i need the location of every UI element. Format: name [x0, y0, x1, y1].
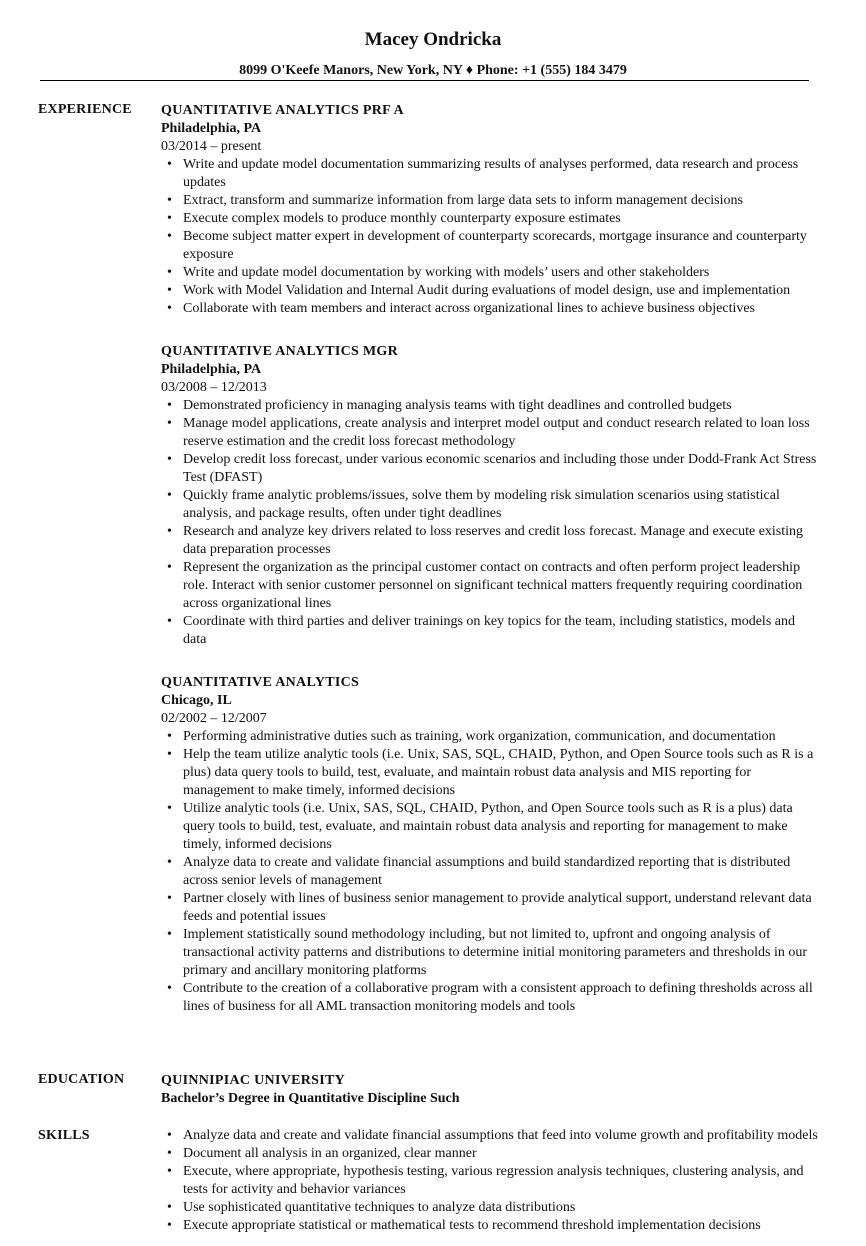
list-item: • Develop credit loss forecast, under various economic scenarios and including those under Dodd-Frank Act Stress Test (DFAST)	[161, 451, 821, 487]
list-item: • Research and analyze key drivers related to loss reserves and credit loss forecast. Manage and execute existing data preparation processes	[161, 523, 821, 559]
list-item: • Demonstrated proficiency in managing analysis teams with tight deadlines and controlled budgets	[161, 397, 821, 415]
list-item: • Quickly frame analytic problems/issues, solve them by modeling risk simulation scenarios using statistical analysis, and package results, often under tight deadlines	[161, 487, 821, 523]
list-item: • Coordinate with third parties and deliver trainings on key topics for the team, including statistics, models and data	[161, 613, 821, 649]
list-item: • Help the team utilize analytic tools (i.e. Unix, SAS, SQL, CHAID, Python, and Open Source tools such as R is a plus) data query tools to build, test, evaluate, and maintain robust data analysis and MIS reporting for management to make timely, informed decisions	[161, 746, 821, 800]
job-location: Philadelphia, PA	[161, 121, 262, 136]
job-location: Philadelphia, PA	[161, 362, 262, 377]
job-title: QUANTITATIVE ANALYTICS MGR	[161, 344, 399, 359]
list-item: • Utilize analytic tools (i.e. Unix, SAS, SQL, CHAID, Python, and Open Source tools such as R is a plus) data query tools to build, test, evaluate, and maintain robust data analysis and reporting for management to make timely, informed decisions	[161, 800, 821, 854]
list-item: • Collaborate with team members and interact across organizational lines to achieve business objectives	[161, 300, 821, 318]
list-item: • Performing administrative duties such as training, work organization, communication, and documentation	[161, 728, 821, 746]
list-item: • Document all analysis in an organized, clear manner	[161, 1145, 821, 1163]
list-item: • Manage model applications, create analysis and interpret model output and conduct research related to loan loss reserve estimation and the credit loss forecast methodology	[161, 415, 821, 451]
list-item: • Use sophisticated quantitative techniques to analyze data distributions	[161, 1199, 821, 1217]
job-location: Chicago, IL	[161, 693, 232, 708]
job-entry	[161, 674, 821, 1016]
list-item: • Work with Model Validation and Internal Audit during evaluations of model design, use and implementation	[161, 282, 821, 300]
skills-list	[161, 1127, 821, 1235]
header-divider	[40, 80, 809, 81]
job-entry	[161, 343, 821, 649]
job-dates: 03/2008 – 12/2013	[161, 380, 267, 395]
list-item: • Contribute to the creation of a collaborative program with a consistent approach to defining thresholds across all lines of business for all AML transaction monitoring models and tools	[161, 980, 821, 1016]
list-item: • Represent the organization as the principal customer contact on contracts and often perform project leadership role. Interact with senior customer personnel on significant technical matters frequently requiring coordination across organizational lines	[161, 559, 821, 613]
list-item: • Execute appropriate statistical or mathematical tests to recommend threshold implementation decisions	[161, 1217, 821, 1235]
skills-bullets	[161, 1127, 821, 1235]
job-title: QUANTITATIVE ANALYTICS PRF A	[161, 103, 404, 118]
list-item: • Execute, where appropriate, hypothesis testing, various regression analysis techniques, clustering analysis, and tests for activity and behavior variances	[161, 1163, 821, 1199]
job-bullets	[161, 397, 821, 649]
list-item: • Analyze data to create and validate financial assumptions and build standardized reporting that is distributed across senior levels of management	[161, 854, 821, 890]
list-item: • Execute complex models to produce monthly counterparty exposure estimates	[161, 210, 821, 228]
contact-line: 8099 O'Keefe Manors, New York, NY ♦ Phone: +1 (555) 184 3479	[239, 63, 627, 78]
education-entry	[161, 1072, 821, 1108]
list-item: • Write and update model documentation by working with models’ users and other stakeholders	[161, 264, 821, 282]
list-item: • Write and update model documentation summarizing results of analyses performed, data research and process updates	[161, 156, 821, 192]
list-item: • Become subject matter expert in development of counterparty scorecards, mortgage insurance and counterparty exposure	[161, 228, 821, 264]
list-item: • Analyze data and create and validate financial assumptions that feed into volume growth and profitability models	[161, 1127, 821, 1145]
list-item: • Implement statistically sound methodology including, but not limited to, upfront and ongoing analysis of transactional activity patterns and distributions to determine initial monitoring parameters and thresholds in our primary and ancillary monitoring platforms	[161, 926, 821, 980]
degree: Bachelor’s Degree in Quantitative Discipline Such	[161, 1091, 460, 1106]
experience-list	[161, 102, 821, 1041]
job-title: QUANTITATIVE ANALYTICS	[161, 675, 360, 690]
list-item: • Extract, transform and summarize information from large data sets to inform management decisions	[161, 192, 821, 210]
job-entry	[161, 102, 821, 318]
candidate-name: Macey Ondricka	[364, 29, 502, 50]
skills-heading: SKILLS	[38, 1128, 90, 1143]
job-dates: 02/2002 – 12/2007	[161, 711, 267, 726]
school-name: QUINNIPIAC UNIVERSITY	[161, 1073, 346, 1088]
job-bullets	[161, 728, 821, 1016]
job-dates: 03/2014 – present	[161, 139, 262, 154]
experience-heading: EXPERIENCE	[38, 102, 132, 117]
education-heading: EDUCATION	[38, 1072, 125, 1087]
list-item: • Partner closely with lines of business senior management to provide analytical support, understand relevant data feeds and potential issues	[161, 890, 821, 926]
job-bullets	[161, 156, 821, 318]
